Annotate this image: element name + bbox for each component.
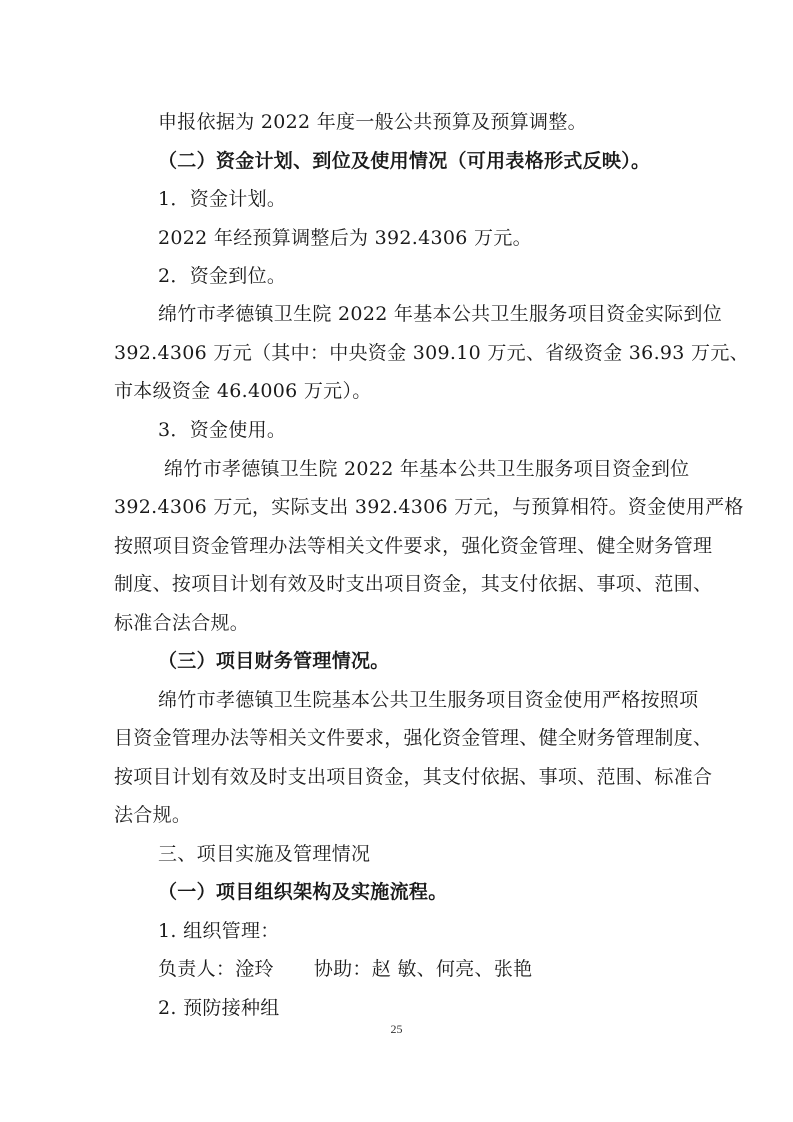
paragraph-line: 绵竹市孝德镇卫生院 2022 年基本公共卫生服务项目资金到位 — [164, 458, 690, 480]
paragraph-line: 绵竹市孝德镇卫生院 2022 年基本公共卫生服务项目资金实际到位 — [158, 303, 723, 325]
subsection-heading: 1. 组织管理： — [158, 920, 280, 942]
personnel-line — [158, 953, 758, 985]
assistants: 协助：赵 敏、何亮、张艳 — [313, 958, 533, 980]
paragraph-line: 按项目计划有效及时支出项目资金，其支付依据、事项、范围、标准合 — [114, 766, 713, 788]
paragraph-line: 392.4306 万元（其中：中央资金 309.10 万元、省级资金 36.93 万元、 — [114, 342, 749, 364]
section-heading: （二）资金计划、到位及使用情况（可用表格形式反映）。 — [158, 150, 651, 172]
chapter-heading: 三、项目实施及管理情况 — [158, 843, 371, 865]
paragraph-line: 2022 年经预算调整后为 392.4306 万元。 — [158, 227, 532, 249]
subsection-heading: 2. 预防接种组 — [158, 997, 280, 1019]
paragraph-line: 目资金管理办法等相关文件要求，强化资金管理、健全财务管理制度、 — [114, 727, 713, 749]
person-in-charge: 负责人：淦玲 — [158, 958, 274, 980]
paragraph-line: 按照项目资金管理办法等相关文件要求，强化资金管理、健全财务管理 — [114, 535, 713, 557]
subsection-heading: 1．资金计划。 — [158, 188, 287, 210]
section-heading: （三）项目财务管理情况。 — [158, 650, 390, 672]
paragraph-line: 392.4306 万元，实际支出 392.4306 万元，与预算相符。资金使用严格 — [114, 496, 744, 518]
paragraph-line: 申报依据为 2022 年度一般公共预算及预算调整。 — [158, 111, 587, 133]
subsection-heading: 3．资金使用。 — [158, 419, 287, 441]
page-number: 25 — [390, 1022, 403, 1036]
section-heading: （一）项目组织架构及实施流程。 — [158, 881, 448, 903]
subsection-heading: 2．资金到位。 — [158, 265, 287, 287]
paragraph-line: 标准合法合规。 — [114, 612, 250, 634]
paragraph-line: 市本级资金 46.4006 万元）。 — [114, 380, 372, 402]
paragraph-line: 法合规。 — [114, 804, 192, 826]
paragraph-line: 制度、按项目计划有效及时支出项目资金，其支付依据、事项、范围、 — [114, 573, 713, 595]
paragraph-line: 绵竹市孝德镇卫生院基本公共卫生服务项目资金使用严格按照项 — [158, 689, 699, 711]
